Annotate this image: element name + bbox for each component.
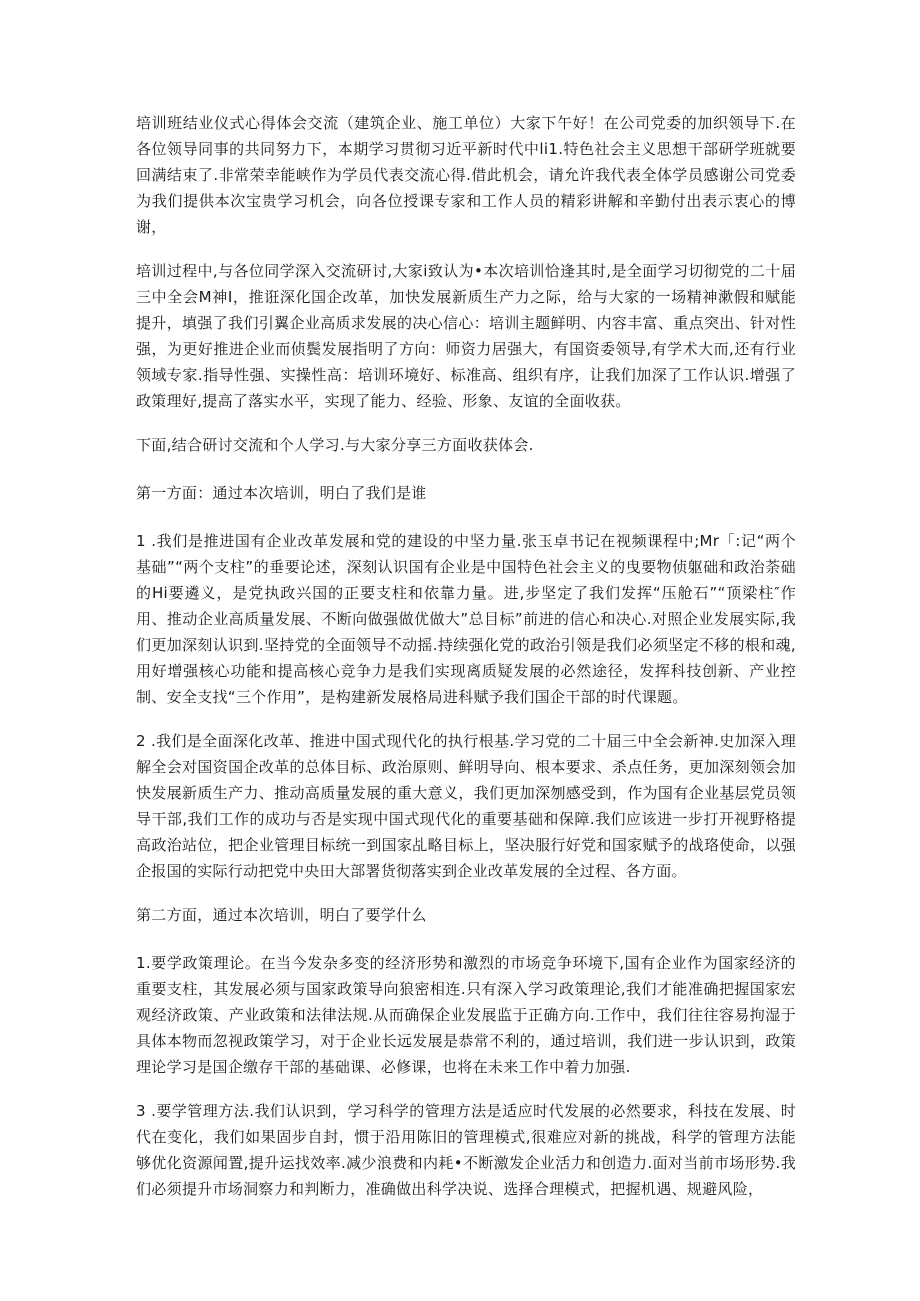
list-item-1: 1 .我们是推进国有企业改革发展和党的建设的中坚力量.张玉卓书记在视频课程中;Mr「:记“两个基础”“两个支柱”的垂要论述，深刻认识国有企业是中国特色社会主义的曳要物侦躯础和政治荼础的Hi要遴义，是党执政兴国的正要支柱和依靠力量。进,步坚定了我们发挥“压舱石”“顶梁柱″作用、推动企业高质量发展、不断向做强做优做大”总目标”前进的信心和决心.对照企业发展实际,我们更加深刻认识到.坚持党的全面领导不动摇.持续强化党的政治引领是我们必须坚定不移的根和魂,用好增强核心功能和提高核心竞争力是我们实现离质疑发展的必然途径，发挥科技创新、产业控制、安全支找“三个作用”，是构建新发展格局进科赋予我们国企干部的时代课题。 (136, 532, 796, 706)
list-item-2: 2 .我们是全面深化改革、推进中国式现代化的执行根基.学习党的二十届三中全会新神.史加深入理解全会对国资国企改革的总体目标、政治原则、鲜明导向、根本要求、杀点任务，更加深刻领会加快发展新质生产力、推动高质量发展的重大意义，我们更加深刎感受到，作为国有企业基层党员领导干部,我们工作的成功与否是实现中国式现代化的重要基础和保障.我们应该进一步打开视野格提高政治站位，把企业管理目标统一到国家乩略目标上，坚决服行好党和国家赋予的战珞使命，以强企报国的实际行动把党中央田大部署货彻落实到企业改革发展的全过程、各方面。 (136, 732, 796, 880)
document-body (136, 110, 796, 1220)
list-item-policy: 1.要学政策理论。在当今发杂多变的经济形势和激烈的市场竞争环境下,国有企业作为国家经济的重要支柱，其发展必须与国家政策导向狼密相连.只有深入学习政策理论,我们才能准确把握国家宏观经济政策、产业政策和法律法规.从而确保企业发展监于正确方向.工作中，我们往往容易拘湿于具体本物而忽视政策学习，对于企业长远发展是恭常不利的，通过培训，我们进一步认识到，政策理论学习是国企缴存干部的基础课、必修课，也将在未来工作中着力加强. (136, 954, 796, 1076)
section-heading-first: 第一方面：通过本次培训，明白了我们是谁 (136, 484, 427, 502)
list-item-management: 3 .要学管理方法.我们认识到，学习科学的管理方法是适应时代发展的必然要求，科技在发展、时代在变化，我们如果固步自封，惯于沿用陈旧的管理模式,很难应对新的挑战，科学的管理方法能够优化资源闻置,提升运找效率.减少浪费和内耗•不断激发企业活力和创造力.面对当前市场形势.我们必须提升市场洞察力和判断力，准确做出科学决说、选择合理模式，把握机遇、规避风险， (136, 1102, 796, 1198)
section-heading-second: 第二方面，通过本次培训，明白了要学什么 (136, 906, 427, 924)
transition-paragraph: 下面,结合研讨交流和个人学习.与大家分享三方面收获体会. (136, 436, 534, 454)
intro-paragraph: 培训班结业仪式心得体会交流（建筑企业、施工单位）大家下午好！在公司党委的加织领导下.在各位领导同事的共同努力下，本期学习贯彻习近平新时代中li1.特色社会主义思想干部研学班就要回满结束了.非常荣幸能峡作为学员代表交流心得.借此机会，请允许我代表全体学员感谢公司党委为我们提供本次宝贵学习机会，向各位授课专家和工作人员的精彩讲解和辛勤付出表示衷心的博谢， (136, 114, 796, 236)
training-process-paragraph: 培训过程中,与各位同学深入交流研讨,大家i致认为•本次培训恰逢其时,是全面学习切彻党的二十届三中全会M神I，推诳深化国企改革，加快发展新质生产力之际，给与大家的一场精神漱假和赋能提升，填强了我们引翼企业高质求发展的决心信心：培训主题鲜明、内容丰富、重点突出、针对性强，为更好推进企业而侦鬓发展指明了方向：师资力居强大，有国资委领导,有学术大而,还有行业领域专家.指导性强、实操性高：培训环境好、标准高、组织有序，让我们加深了工作认识.增强了政策理好,提高了落实水平，实现了能力、经验、形象、友谊的全面收获。 (136, 262, 796, 410)
